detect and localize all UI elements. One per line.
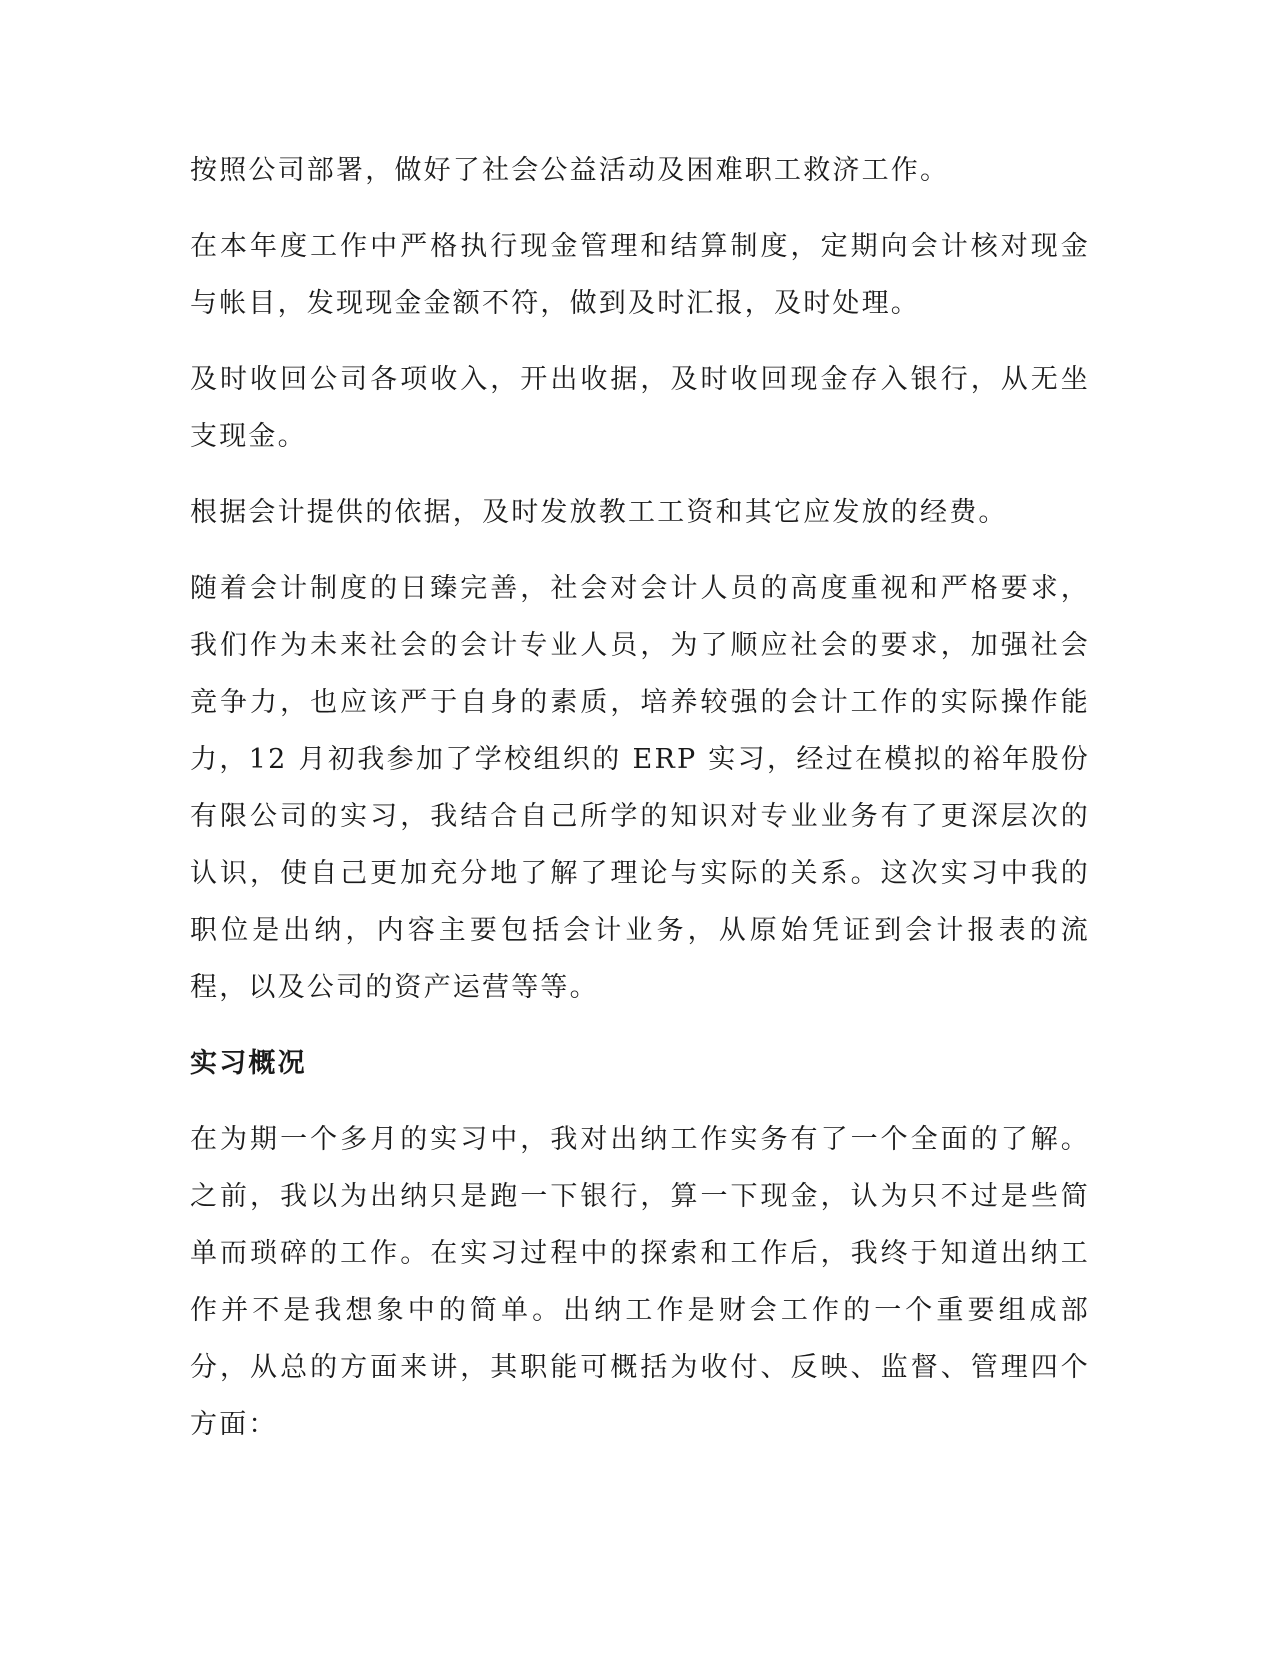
paragraph-erp-internship: 随着会计制度的日臻完善，社会对会计人员的高度重视和严格要求，我们作为未来社会的会计专业人员，为了顺应社会的要求，加强社会竞争力，也应该严于自身的素质，培养较强的会计工作的实际操作能力，12 月初我参加了学校组织的 ERP 实习，经过在模拟的裕年股份有限公司的实习，我结合自己所学的知识对专业业务有了更深层次的认识，使自己更加充分地了解了理论与实际的关系。这次实习中我的职位是出纳，内容主要包括会计业务，从原始凭证到会计报表的流程，以及公司的资产运营等等。 [190,573,1090,1003]
paragraph-income-collection: 及时收回公司各项收入，开出收据，及时收回现金存入银行，从无坐支现金。 [190,364,1090,452]
section-heading: 实习概况 [190,1048,307,1079]
paragraph-cash-management: 在本年度工作中严格执行现金管理和结算制度，定期向会计核对现金与帐目，发现现金金额不符，做到及时汇报，及时处理。 [190,231,1090,319]
paragraph-welfare: 按照公司部署，做好了社会公益活动及困难职工救济工作。 [190,155,950,186]
document-body [190,142,1090,1472]
paragraph-internship-overview: 在为期一个多月的实习中，我对出纳工作实务有了一个全面的了解。之前，我以为出纳只是跑一下银行，算一下现金，认为只不过是些简单而琐碎的工作。在实习过程中的探索和工作后，我终于知道出纳工作并不是我想象中的简单。出纳工作是财会工作的一个重要组成部分，从总的方面来讲，其职能可概括为收付、反映、监督、管理四个方面： [190,1124,1090,1440]
paragraph-salary-payment: 根据会计提供的依据，及时发放教工工资和其它应发放的经费。 [190,497,1008,528]
